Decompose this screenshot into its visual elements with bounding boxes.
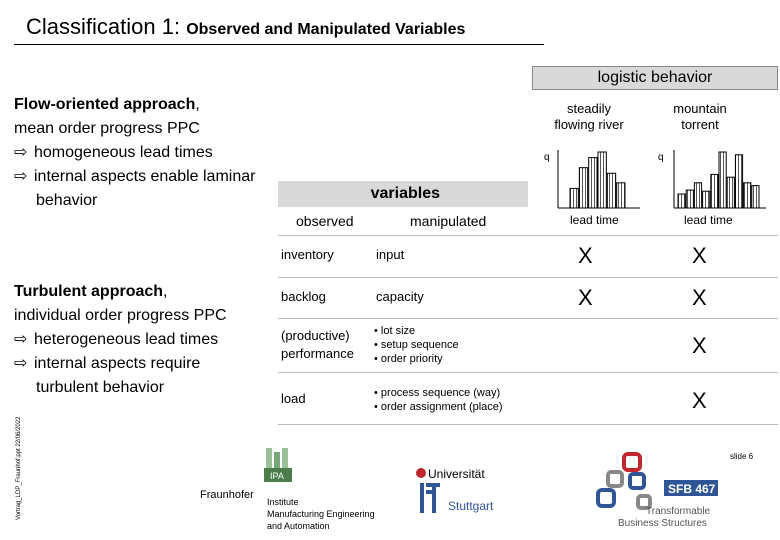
flow-line2: mean order progress PPC	[14, 120, 200, 137]
logistic-behavior-label: logistic behavior	[597, 69, 713, 86]
steady-bar-6	[617, 183, 625, 208]
variables-header	[278, 181, 528, 207]
flow-heading-comma: ,	[195, 96, 200, 113]
business-structures-text: Business Structures	[618, 518, 707, 529]
steady-leadtime-label: lead time	[570, 213, 619, 227]
institute-line1: Institute	[267, 497, 299, 507]
turbulent-bullet2a: internal aspects require	[34, 355, 201, 372]
row2-observed: backlog	[281, 289, 326, 304]
institute-label	[267, 496, 375, 532]
row-divider	[278, 277, 778, 278]
transformable-text: Transformable	[646, 506, 711, 517]
institute-line2: Manufacturing Engineering	[267, 509, 375, 519]
universitaet-text: Universität	[428, 467, 485, 481]
row3-observed-line1: (productive)	[281, 328, 350, 343]
mountain-histogram	[658, 150, 766, 227]
page-title	[26, 14, 465, 40]
uni-stuttgart-logo-icon	[414, 466, 504, 516]
sfb-text: SFB 467	[668, 482, 716, 496]
turbulent-line2: individual order progress PPC	[14, 307, 227, 324]
row-divider	[278, 372, 778, 373]
row3-manipulated-line1: • lot size	[374, 325, 416, 337]
flow-heading: Flow-oriented approach	[14, 96, 196, 113]
steady-bar-4	[598, 152, 606, 208]
row3-observed	[281, 327, 354, 363]
title-sub: Observed and Manipulated Variables	[186, 21, 466, 38]
mountain-bar-10	[752, 186, 759, 208]
flow-approach-block	[14, 93, 255, 213]
slide-number: slide 6	[730, 452, 754, 461]
arrow-icon: ⇨	[14, 331, 28, 348]
title-divider	[14, 44, 544, 45]
row4-observed: load	[281, 391, 306, 406]
steady-bar-5	[607, 173, 615, 208]
row3-manipulated-line2: • setup sequence	[374, 339, 459, 351]
turbulent-bullet1: heterogeneous lead times	[34, 331, 219, 348]
arrow-icon: ⇨	[14, 168, 28, 185]
flow-bullet2b: behavior	[36, 192, 98, 209]
row3-manipulated	[374, 324, 459, 366]
row1-manipulated: input	[376, 247, 405, 262]
row3-manipulated-line3: • order priority	[374, 353, 443, 365]
mountain-q-label: q	[658, 152, 664, 163]
mountain-bar-5	[711, 174, 718, 208]
flow-bullet2a: internal aspects enable laminar	[34, 168, 256, 185]
logistic-behavior-header	[532, 66, 778, 90]
row1-mountain-mark: X	[692, 243, 707, 268]
fraunhofer-label: Fraunhofer	[200, 489, 254, 501]
row-divider	[278, 424, 778, 425]
row1-observed: inventory	[281, 247, 334, 262]
footer-side-label: Vortrag_LDP_Fraunhof.ppt 22/06/2022	[16, 416, 22, 520]
variables-title: variables	[370, 185, 440, 202]
mountain-heading-line1: mountain	[673, 101, 727, 116]
mountain-bar-6	[719, 152, 726, 208]
row4-manipulated	[374, 386, 503, 414]
mountain-bar-1	[678, 194, 685, 208]
stuttgart-text: Stuttgart	[448, 499, 494, 513]
row4-manipulated-line1: • process sequence (way)	[374, 387, 501, 399]
mountain-bar-9	[744, 183, 751, 208]
turbulent-bullet2b: turbulent behavior	[36, 379, 165, 396]
mountain-leadtime-label: lead time	[684, 213, 733, 227]
ipa-logo-icon	[262, 446, 298, 486]
mountain-bar-3	[694, 183, 701, 208]
steady-bar-2	[579, 168, 587, 208]
mountain-bar-7	[727, 177, 734, 208]
turbulent-approach-block	[14, 280, 227, 400]
observed-column-header: observed	[296, 213, 354, 229]
row2-manipulated: capacity	[376, 289, 424, 304]
flow-bullet1: homogeneous lead times	[34, 144, 213, 161]
histogram-panel	[530, 140, 778, 232]
steady-histogram	[544, 150, 640, 227]
steady-column-heading	[534, 101, 644, 133]
footer-side-text	[16, 416, 28, 540]
row1-steady-mark: X	[578, 243, 593, 268]
steady-q-label: q	[544, 152, 550, 163]
steady-heading-line1: steadily	[566, 101, 612, 116]
ipa-logo-text: IPA	[270, 471, 284, 481]
mountain-bar-8	[735, 155, 742, 208]
row3-mountain-mark: X	[692, 333, 707, 358]
row3-observed-line2: performance	[281, 346, 354, 361]
row-divider	[278, 318, 778, 319]
manipulated-column-header: manipulated	[410, 213, 487, 229]
steady-heading-line2: flowing river	[554, 117, 624, 132]
arrow-icon: ⇨	[14, 355, 28, 372]
turbulent-heading: Turbulent approach	[14, 283, 164, 300]
institute-line3: and Automation	[267, 521, 330, 531]
row2-mountain-mark: X	[692, 285, 707, 310]
arrow-icon: ⇨	[14, 144, 28, 161]
mountain-heading-line2: torrent	[681, 117, 719, 132]
row-divider	[278, 235, 778, 236]
row2-steady-mark: X	[578, 285, 593, 310]
title-main: Classification 1:	[26, 14, 181, 39]
row4-mountain-mark: X	[692, 388, 707, 413]
steady-bar-1	[570, 188, 578, 208]
mountain-bar-4	[703, 191, 710, 208]
turbulent-heading-comma: ,	[163, 283, 168, 300]
steady-bar-3	[589, 158, 597, 208]
mountain-column-heading	[645, 101, 755, 133]
sfb467-logo-icon	[594, 450, 724, 530]
mountain-bar-2	[686, 190, 693, 208]
row4-manipulated-line2: • order assignment (place)	[374, 401, 503, 413]
